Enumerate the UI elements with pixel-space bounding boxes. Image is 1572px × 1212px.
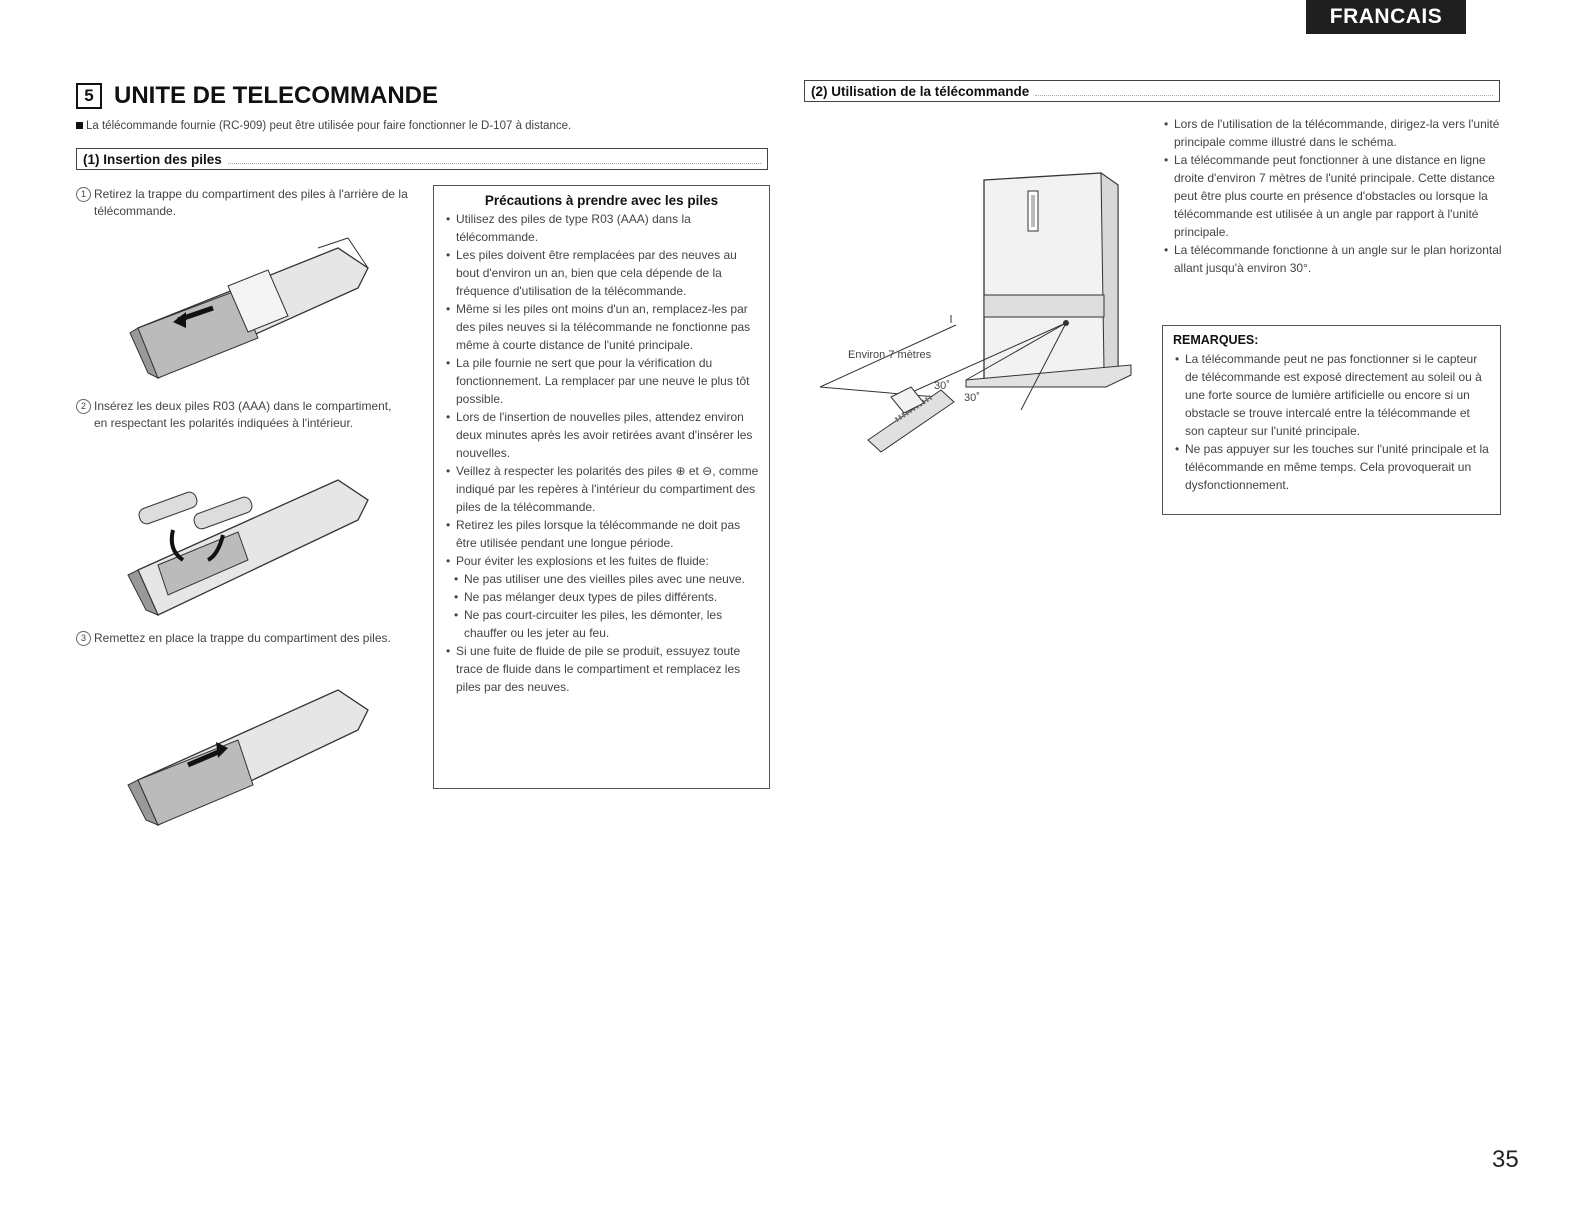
usage-item: • La télécommande peut fonctionner à une distance en ligne droite d'environ 7 mètres de l'unité principale. Cette distance peut être plus courte en présence d'obstacles ou lorsque la télécommande est utilisée à un angle par rapport à l'unité principale. — [1162, 151, 1502, 241]
insertion-heading — [76, 148, 768, 170]
precaution-item: • La pile fournie ne sert que pour la vérification du fonctionnement. La remplacer par une neuve le plus tôt possible. — [444, 354, 759, 408]
remote-open-cover-illustration — [118, 228, 378, 388]
remote-insert-batteries-illustration — [118, 460, 378, 620]
angle-label-right: 30˚ — [964, 392, 980, 404]
precaution-subitem: • Ne pas court-circuiter les piles, les démonter, les chauffer ou les jeter au feu. — [444, 606, 759, 642]
usage-heading-text: (2) Utilisation de la télécommande — [811, 83, 1030, 99]
dotted-rule — [228, 155, 761, 164]
insertion-heading-text: (1) Insertion des piles — [83, 151, 222, 167]
step-3 — [76, 630, 434, 647]
precautions-list — [444, 210, 759, 696]
precaution-subitem: • Ne pas mélanger deux types de piles différents. — [444, 588, 759, 606]
step-number: 3 — [76, 631, 91, 646]
precaution-item: • Utilisez des piles de type R03 (AAA) dans la télécommande. — [444, 210, 759, 246]
step-1 — [76, 186, 414, 220]
step-text: Retirez la trappe du compartiment des piles à l'arrière de la télécommande. — [94, 187, 408, 218]
usage-heading — [804, 80, 1500, 102]
remark-item: • Ne pas appuyer sur les touches sur l'unité principale et la télécommande en même temps. Cela provoquerait un dysfonctionnement. — [1173, 440, 1492, 494]
step-number: 2 — [76, 399, 91, 414]
section-number: 5 — [76, 83, 102, 109]
intro-text: La télécommande fournie (RC-909) peut être utilisée pour faire fonctionner le D-107 à distance. — [86, 120, 572, 132]
dotted-rule — [1035, 87, 1493, 96]
step-text: Remettez en place la trappe du compartiment des piles. — [94, 631, 391, 645]
usage-item: • Lors de l'utilisation de la télécommande, dirigez-la vers l'unité principale comme illustré dans le schéma. — [1162, 115, 1502, 151]
step-number: 1 — [76, 187, 91, 202]
usage-list — [1162, 115, 1502, 277]
usage-item: • La télécommande fonctionne à un angle sur le plan horizontal allant jusqu'à environ 30°. — [1162, 241, 1502, 277]
precaution-item: • Si une fuite de fluide de pile se produit, essuyez toute trace de fluide dans le compartiment et remplacez les piles par des neuves. — [444, 642, 759, 696]
precaution-item: • Veillez à respecter les polarités des piles ⊕ et ⊖, comme indiqué par les repères à l'intérieur du compartiment des piles de la télécommande. — [444, 462, 759, 516]
precaution-item: • Retirez les piles lorsque la télécommande ne doit pas être utilisée pendant une longue période. — [444, 516, 759, 552]
distance-label: Environ 7 mètres — [848, 349, 932, 361]
precaution-item: • Même si les piles ont moins d'un an, remplacez-les par des piles neuves si la télécommande ne fonctionne pas même à courte distance de l'unité principale. — [444, 300, 759, 354]
precaution-item: • Les piles doivent être remplacées par des neuves au bout d'environ un an, bien que cela dépende de la fréquence d'utilisation de la télécommande. — [444, 246, 759, 300]
section-intro — [76, 120, 571, 132]
remote-range-diagram — [806, 165, 1146, 465]
section-title-text: UNITE DE TELECOMMANDE — [114, 82, 438, 109]
step-2 — [76, 398, 394, 432]
precautions-box — [433, 185, 770, 789]
remarks-box — [1162, 325, 1501, 515]
step-text: Insérez les deux piles R03 (AAA) dans le compartiment, en respectant les polarités indiquées à l'intérieur. — [94, 399, 392, 430]
section-title — [76, 82, 438, 110]
remote-close-cover-illustration — [118, 670, 378, 830]
language-tab: FRANCAIS — [1306, 0, 1466, 34]
remarks-title: REMARQUES: — [1173, 333, 1259, 347]
square-bullet-icon — [76, 122, 83, 129]
angle-label-left: 30˚ — [934, 380, 950, 392]
remarks-list — [1173, 350, 1492, 494]
precaution-item: • Pour éviter les explosions et les fuites de fluide: — [444, 552, 759, 570]
precaution-item: • Lors de l'insertion de nouvelles piles, attendez environ deux minutes après les avoir retirées avant d'insérer les nouvelles. — [444, 408, 759, 462]
precaution-subitem: • Ne pas utiliser une des vieilles piles avec une neuve. — [444, 570, 759, 588]
page-number: 35 — [1492, 1146, 1519, 1173]
precautions-title: Précautions à prendre avec les piles — [484, 193, 719, 208]
remark-item: • La télécommande peut ne pas fonctionner si le capteur de télécommande est exposé directement au soleil ou à une forte source de lumière artificielle ou encore si un obstacle se trouve intercalé entre la télécommande et son capteur sur l'unité principale. — [1173, 350, 1492, 440]
